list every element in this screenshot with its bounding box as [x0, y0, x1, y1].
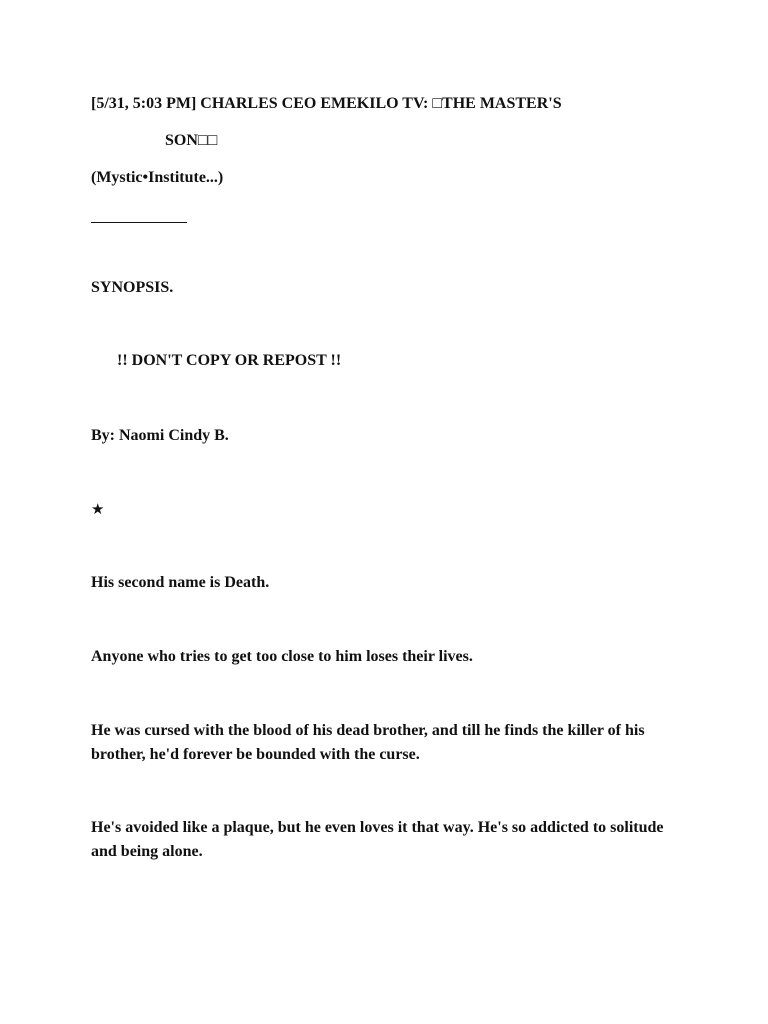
paragraph: His second name is Death. [91, 574, 270, 591]
copy-warning: !! DON'T COPY OR REPOST !! [117, 352, 342, 369]
author-line: By: Naomi Cindy B. [91, 427, 229, 444]
divider-line [91, 222, 187, 223]
subtitle: (Mystic•Institute...) [91, 169, 224, 186]
message-header-continuation: SON□□ [165, 132, 218, 149]
paragraph: Anyone who tries to get too close to him loses their lives. [91, 648, 473, 665]
section-title: SYNOPSIS. [91, 279, 174, 296]
paragraph: He's avoided like a plaque, but he even loves it that way. He's so addicted to solitude and being alone. [91, 819, 664, 860]
message-header: [5/31, 5:03 PM] CHARLES CEO EMEKILO TV: □THE MASTER'S [91, 95, 562, 112]
star-icon: ★ [91, 500, 105, 518]
paragraph: He was cursed with the blood of his dead brother, and till he finds the killer of his brother, he'd forever be bounded with the curse. [91, 722, 645, 763]
